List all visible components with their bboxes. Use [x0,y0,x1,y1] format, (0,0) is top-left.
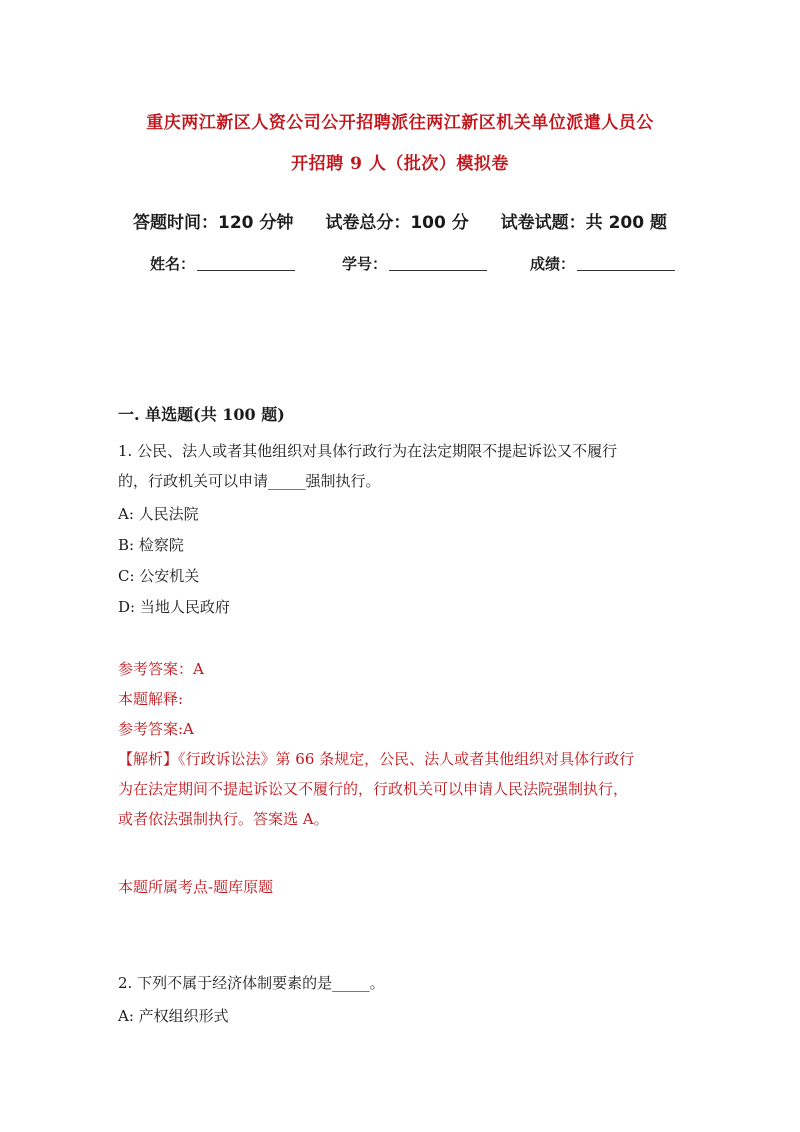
option-a: A: 产权组织形式 [118,1007,229,1025]
exam-total-score: 试卷总分：100 分 [325,213,469,233]
exam-title-line-2: 开招聘 9 人（批次）模拟卷 [291,154,509,174]
name-field [150,253,295,274]
question-2 [118,968,678,1031]
score-label: 成绩： [530,255,576,273]
analysis-line: 或者依法强制执行。答案选 A。 [118,810,329,828]
score-blank-line [577,256,675,271]
option-c: C: 公安机关 [118,567,200,585]
option-a: A: 人民法院 [118,505,199,523]
exam-info [0,208,800,233]
question-stem: 1. 公民、法人或者其他组织对具体行政行为在法定期限不提起诉讼又不履行 [118,442,618,460]
explain-label: 本题解释: [118,690,184,708]
question-1-answer [118,654,678,834]
id-blank-line [389,256,487,271]
name-blank-line [197,256,295,271]
answer-text: 参考答案：A [118,660,204,678]
analysis-line: 【解析】《行政诉讼法》第 66 条规定，公民、法人或者其他组织对具体行政行 [118,750,635,768]
analysis-line: 为在法定期间不提起诉讼又不履行的，行政机关可以申请人民法院强制执行， [118,780,629,798]
answer-text-2: 参考答案:A [118,720,194,738]
id-field [342,253,487,274]
question-1-topic: 本题所属考点-题库原题 [118,878,274,896]
option-d: D: 当地人民政府 [118,598,230,616]
section-title: 一. 单选题(共 100 题) [118,405,285,424]
question-1 [118,436,678,622]
exam-total-questions: 试卷试题：共 200 题 [500,213,667,233]
exam-time: 答题时间：120 分钟 [133,213,294,233]
option-b: B: 检察院 [118,536,184,554]
id-label: 学号： [342,255,388,273]
name-label: 姓名： [150,255,196,273]
exam-title-line-1: 重庆两江新区人资公司公开招聘派往两江新区机关单位派遣人员公 [146,113,654,133]
question-stem: 的，行政机关可以申请_____强制执行。 [118,472,381,490]
score-field [530,253,675,274]
question-stem: 2. 下列不属于经济体制要素的是_____。 [118,974,385,992]
